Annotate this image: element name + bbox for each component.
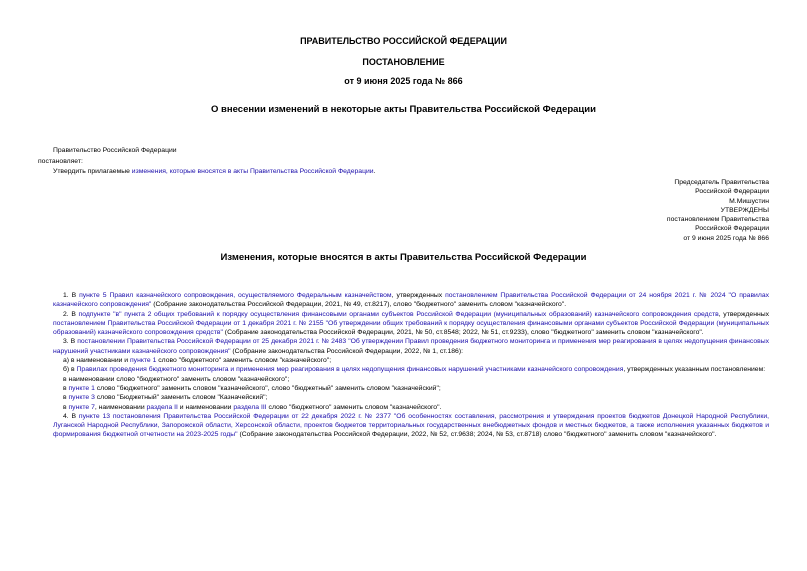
- item-3-text-2: (Собрание законодательства Российской Федерации, 2022, № 1, ст.186):: [230, 347, 463, 355]
- item-1-text-3: (Собрание законодательства Российской Федерации, 2021, № 49, ст.8217), слово "бюджетного" заменить словом "казначейского".: [151, 301, 567, 309]
- preamble-line-3: [53, 167, 375, 176]
- approval-by: постановлением Правительства: [666, 216, 769, 224]
- item-4-text: 4. В: [63, 412, 79, 420]
- item-3b-4-text-3: и наименовании: [177, 403, 234, 411]
- signature-position: Председатель Правительства: [674, 179, 769, 186]
- item-2-link-decree[interactable]: постановлением Правительства Российской Федерации от 1 декабря 2021 г. № 2155 "Об утверждении общих требований к порядку осуществления финансовыми органами субъектов Российской Федерации (муниципальных образований) казначейского сопровождения средств": [53, 319, 769, 337]
- item-2-link-requirements[interactable]: подпункте "в" пункта 2 общих требований к порядку осуществления финансовыми органами субъектов Российской Федерации (муниципальных образований) казначейского сопровождения средств: [78, 310, 719, 318]
- approval-stamp: УТВЕРЖДЕНЫ: [720, 206, 769, 214]
- item-3b-3-text: в: [63, 394, 69, 402]
- item-3a-text: а) в наименовании и: [63, 357, 130, 365]
- doc-date-number: от 9 июня 2025 года № 866: [344, 76, 463, 86]
- item-3-text: 3. В: [63, 338, 78, 346]
- item-3b-4-text: в: [63, 403, 69, 411]
- item-2-text-2: , утвержденных: [718, 310, 769, 318]
- item-2-text-3: (Собрание законодательства Российской Федерации, 2021, № 50, ст.8548; 2022, № 51, ст.9233), слово "бюджетного" заменить словом "казначейского".: [222, 329, 704, 337]
- approval-date: от 9 июня 2025 года № 866: [683, 234, 769, 242]
- item-3b-2-text-2: слово "бюджетного" заменить словом "казначейского", слово "бюджетный" заменить словом "казначейский";: [94, 384, 441, 392]
- changes-link[interactable]: изменения, которые вносятся в акты Правительства Российской Федерации: [131, 168, 374, 175]
- item-3b-2-text: в: [63, 384, 69, 392]
- item-1-text-2: , утвержденных: [391, 292, 446, 299]
- item-1-text: 1. В: [63, 292, 80, 299]
- doc-type: ПОСТАНОВЛЕНИЕ: [362, 57, 445, 67]
- item-3b-4-text-4: слово "бюджетного" заменить словом "казначейского".: [266, 403, 442, 411]
- changes-body: [53, 291, 769, 440]
- item-4-text-2: (Собрание законодательства Российской Федерации, 2022, № 52, ст.9638; 2024, № 53, ст.8718) слово "бюджетного" заменить словом "казначейского".: [237, 431, 717, 439]
- signature-block: [667, 178, 769, 243]
- item-3a-text-2: слово "бюджетного" заменить словом "казначейского";: [156, 357, 332, 365]
- preamble-end: .: [373, 168, 376, 175]
- item-2: [53, 310, 769, 338]
- item-3b-text: б) в: [63, 366, 77, 374]
- item-3b-2: [53, 384, 769, 393]
- item-3b-text-2: , утвержденных указанным постановлением:: [623, 366, 766, 374]
- preamble-line-2: постановляет:: [38, 158, 83, 165]
- item-3-link-decree[interactable]: постановлении Правительства Российской Федерации от 25 декабря 2021 г. № 2483 "Об утверждении Правил проведения бюджетного мониторинга и применения мер реагирования в целях недопущения финансовых нарушений участниками казначейского сопровождения": [53, 338, 769, 355]
- item-3b-4-link-section-2[interactable]: раздела II: [146, 403, 178, 411]
- item-4-link-decree[interactable]: пункте 13 постановления Правительства Российской Федерации от 22 декабря 2022 г. № 2377 "Об особенностях составления, рассмотрения и утверждения проектов бюджетов Донецкой Народной Республики, Луганской Народной Республики, Запорожской области, Херсонской области, проектов бюджетов территориальных государственных внебюджетных фондов и местных бюджетов, а также исполнения указанных бюджетов и формирования бюджетной отчетности на 2023-2025 годы": [53, 412, 770, 439]
- item-4: [53, 412, 769, 440]
- item-3b-3-link-point-3[interactable]: пункте 3: [68, 394, 95, 402]
- item-3b-4: [53, 403, 769, 412]
- item-3a: [53, 356, 769, 365]
- item-3b-4-link-section-3[interactable]: раздела III: [233, 403, 267, 411]
- item-3b-2-link-point-1[interactable]: пункте 1: [68, 384, 95, 392]
- item-1: [53, 291, 769, 310]
- item-1-link-rules[interactable]: пункте 5 Правил казначейского сопровождения, осуществляемого Федеральным казначейством: [79, 292, 392, 299]
- org-name: ПРАВИТЕЛЬСТВО РОССИЙСКОЙ ФЕДЕРАЦИИ: [300, 36, 507, 46]
- approval-org: Российской Федерации: [695, 225, 769, 233]
- doc-title: О внесении изменений в некоторые акты Правительства Российской Федерации: [211, 104, 596, 115]
- item-3b-4-link-point-7[interactable]: пункте 7: [68, 403, 95, 411]
- item-2-text: 2. В: [63, 310, 79, 318]
- item-3b-1: в наименовании слово "бюджетного" заменить словом "казначейского";: [63, 375, 290, 383]
- preamble-text: Утвердить прилагаемые: [53, 168, 132, 175]
- item-3b-3: [53, 393, 769, 402]
- signature-name: М.Мишустин: [729, 197, 769, 205]
- item-3b-4-text-2: , наименовании: [94, 403, 147, 411]
- signature-org: Российской Федерации: [695, 188, 769, 196]
- item-3: [53, 337, 769, 356]
- changes-title: Изменения, которые вносятся в акты Правительства Российской Федерации: [220, 252, 587, 263]
- item-3a-link-point-1[interactable]: пункте 1: [129, 357, 157, 365]
- item-3b: [53, 365, 769, 374]
- item-1-link-decree[interactable]: постановлением Правительства Российской Федерации от 24 ноября 2021 г. № 2024 "О правилах казначейского сопровождения": [53, 292, 769, 309]
- item-3b-3-text-2: слово "Бюджетный" заменить словом "Казначейский";: [94, 394, 268, 402]
- item-3b-link-rules[interactable]: Правилах проведения бюджетного мониторинга и применения мер реагирования в целях недопущения финансовых нарушений участниками казначейского сопровождения: [76, 366, 624, 374]
- preamble-line-1: Правительство Российской Федерации: [53, 147, 177, 154]
